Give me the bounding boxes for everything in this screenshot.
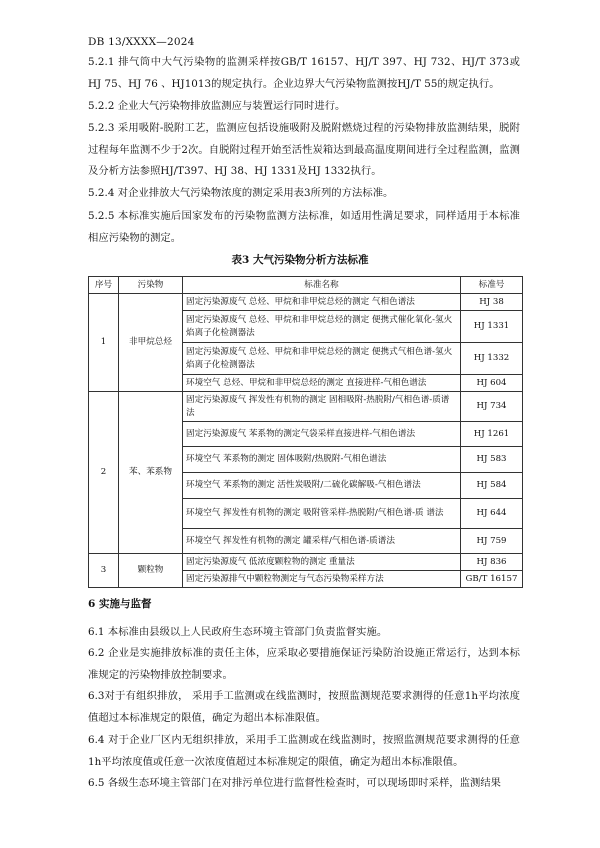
standard-name: 固定污染源废气 低浓度颗粒物的测定 重量法 <box>183 554 461 571</box>
standards-table <box>88 276 523 588</box>
paragraph-6-4: 6.4 对于企业厂区内无组织排放，采用手工监测或在线监测时，按照监测规范要求测得的任意1h平均浓度值或任意一次浓度值超过本标准规定的限值，确定为超出本标准限值。 <box>88 734 520 768</box>
standard-code: HJ 1331 <box>461 311 523 343</box>
group-seq: 1 <box>89 294 119 392</box>
standard-name: 环境空气 苯系物的测定 固体吸附/热脱附-气相色谱法 <box>183 447 461 473</box>
table-header-row <box>89 277 523 294</box>
standard-code: HJ 1261 <box>461 422 523 447</box>
paragraph-5-2-1: 5.2.1 排气筒中大气污染物的监测采样按GB/T 16157、HJ/T 397、HJ 732、HJ/T 373或HJ 75、HJ 76 、HJ1013的规定执行。企业边界大气污染物监测按HJ/T 55的规定执行。 <box>88 56 520 90</box>
standard-name: 环境空气 挥发性有机物的测定 吸附管采样-热脱附/气相色谱-质 谱法 <box>183 499 461 529</box>
standard-name: 环境空气 挥发性有机物的测定 罐采样/气相色谱-质谱法 <box>183 529 461 554</box>
group-seq: 3 <box>89 554 119 588</box>
group-pollutant: 非甲烷总烃 <box>119 294 183 392</box>
standard-name: 固定污染源废气 总烃、甲烷和非甲烷总烃的测定 便携式催化氧化-氢火焰离子化检测器法 <box>183 311 461 343</box>
group-pollutant: 颗粒物 <box>119 554 183 588</box>
standard-code: GB/T 16157 <box>461 571 523 588</box>
header-pollutant: 污染物 <box>119 277 183 294</box>
group-seq: 2 <box>89 392 119 554</box>
standard-code: HJ 734 <box>461 392 523 422</box>
paragraph-6-1: 6.1 本标准由县级以上人民政府生态环境主管部门负责监督实施。 <box>88 626 388 638</box>
standard-code: HJ 38 <box>461 294 523 311</box>
document-code-header: DB 13/XXXX—2024 <box>88 36 195 48</box>
paragraph-5-2-3: 5.2.3 采用吸附-脱附工艺，监测应包括设施吸附及脱附燃烧过程的污染物排放监测结果，脱附过程每年监测不少于2次。自脱附过程开始至活性炭箱达到最高温度期间进行全过程监测，监测及分析方法参照HJ/T397、HJ 38、HJ 1331及HJ 1332执行。 <box>88 122 520 177</box>
standard-code: HJ 1332 <box>461 343 523 375</box>
standard-name: 固定污染源废气 总烃、甲烷和非甲烷总烃的测定 便携式气相色谱-氢火焰离子化检测器法 <box>183 343 461 375</box>
paragraph-5-2-2: 5.2.2 企业大气污染物排放监测应与装置运行同时进行。 <box>88 100 346 112</box>
standard-name: 环境空气 总烃、甲烷和非甲烷总烃的测定 直接进样-气相色谱法 <box>183 375 461 392</box>
standard-code: HJ 584 <box>461 473 523 499</box>
standard-code: HJ 583 <box>461 447 523 473</box>
header-seq: 序号 <box>89 277 119 294</box>
standard-code: HJ 644 <box>461 499 523 529</box>
paragraph-6-5: 6.5 各级生态环境主管部门在对排污单位进行监督性检查时，可以现场即时采样，监测结果 <box>88 777 502 789</box>
table-caption: 表3 大气污染物分析方法标准 <box>231 254 369 266</box>
table-row <box>89 294 523 311</box>
paragraph-6-2: 6.2 企业是实施排放标准的责任主体，应采取必要措施保证污染防治设施正常运行，达到本标准规定的污染物排放控制要求。 <box>88 647 520 681</box>
standard-name: 环境空气 苯系物的测定 活性炭吸附/二硫化碳解吸-气相色谱法 <box>183 473 461 499</box>
standard-code: HJ 759 <box>461 529 523 554</box>
standard-code: HJ 836 <box>461 554 523 571</box>
standard-name: 固定污染源废气 总烃、甲烷和非甲烷总烃的测定 气相色谱法 <box>183 294 461 311</box>
table-row <box>89 554 523 571</box>
paragraph-5-2-5: 5.2.5 本标准实施后国家发布的污染物监测方法标准，如适用性满足要求，同样适用于本标准相应污染物的测定。 <box>88 210 520 244</box>
table-row <box>89 392 523 422</box>
section-6-title: 6 实施与监督 <box>88 598 152 610</box>
standard-code: HJ 604 <box>461 375 523 392</box>
group-pollutant: 苯、苯系物 <box>119 392 183 554</box>
standard-name: 固定污染源排气中颗粒物测定与气态污染物采样方法 <box>183 571 461 588</box>
header-standard-name: 标准名称 <box>183 277 461 294</box>
standard-name: 固定污染源废气 苯系物的测定气袋采样直接进样-气相色谱法 <box>183 422 461 447</box>
standard-name: 固定污染源废气 挥发性有机物的测定 固相吸附-热脱附/气相色谱-质谱法 <box>183 392 461 422</box>
paragraph-5-2-4: 5.2.4 对企业排放大气污染物浓度的测定采用表3所列的方法标准。 <box>88 187 394 199</box>
header-standard-code: 标准号 <box>461 277 523 294</box>
paragraph-6-3: 6.3对于有组织排放， 采用手工监测或在线监测时，按照监测规范要求测得的任意1h平均浓度值超过本标准规定的限值，确定为超出本标准限值。 <box>88 690 520 724</box>
